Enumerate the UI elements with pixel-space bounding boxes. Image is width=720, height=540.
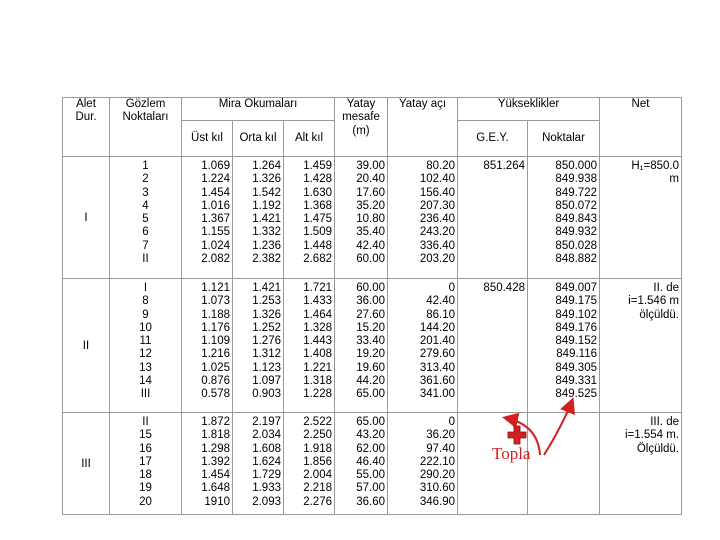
cell-value: 20.40 (356, 173, 385, 186)
cell-value: 1.624 (252, 455, 281, 468)
cell-value: 0.903 (252, 388, 281, 401)
cell-value: 55.00 (356, 469, 385, 482)
cell-value: 1.392 (201, 455, 230, 468)
cell-value: 2.382 (252, 253, 281, 266)
cell-value: 849.175 (555, 295, 597, 308)
cell-value: 2.004 (303, 469, 332, 482)
cell-value: 15 (139, 429, 152, 442)
cell-value: 7 (142, 239, 149, 252)
cell-value: 1.721 (303, 282, 332, 294)
header-alet: Alet Dur. (63, 98, 110, 157)
cell-value: 33.40 (356, 335, 385, 348)
cell-value: Ölçüldü. (636, 442, 679, 455)
cell-value: 1.608 (252, 442, 281, 455)
cell-value: 1.326 (252, 308, 281, 321)
cell-value: 1.367 (201, 213, 230, 226)
cell-value: 9 (142, 308, 149, 321)
cell-value: 17.60 (356, 186, 385, 199)
cell-value: 1.421 (252, 213, 281, 226)
cell-value: 2.522 (303, 416, 332, 428)
cell-value: 43.20 (356, 429, 385, 442)
station-label: III (63, 413, 110, 515)
cell-value: 19.20 (356, 348, 385, 361)
cell-value: 1.024 (201, 239, 230, 252)
cell-value: 1.228 (303, 388, 332, 401)
cell-value: 1.073 (201, 295, 230, 308)
mesafe-column (335, 279, 388, 413)
cell-value: 0.578 (201, 388, 230, 401)
cell-value: 850.000 (555, 160, 597, 172)
cell-value: ölçüldü. (639, 308, 679, 321)
cell-value: 849.843 (555, 213, 597, 226)
cell-value: 1.475 (303, 213, 332, 226)
cell-value: 850.072 (555, 199, 597, 212)
cell-value: 1.332 (252, 226, 281, 239)
cell-value: 310.60 (419, 482, 455, 495)
cell-value: 341.00 (419, 388, 455, 401)
station-label: II (63, 279, 110, 413)
cell-value: 849.007 (555, 282, 597, 294)
cell-value: 2.250 (303, 429, 332, 442)
cell-value: 1.025 (201, 361, 230, 374)
points-column (110, 279, 182, 413)
cell-value: 849.722 (555, 186, 597, 199)
cell-value: 2.276 (303, 495, 332, 508)
cell-value: 1.542 (252, 186, 281, 199)
ust-column (182, 279, 233, 413)
alt-column (284, 413, 335, 515)
cell-value: 2.034 (252, 429, 281, 442)
cell-value: 15.20 (356, 321, 385, 334)
gey-value: 851.264 (458, 157, 528, 279)
cell-value: 60.00 (356, 253, 385, 266)
points-column (110, 157, 182, 279)
cell-value: 80.20 (426, 160, 455, 172)
cell-value: 6 (142, 226, 149, 239)
cell-value: 42.40 (356, 239, 385, 252)
ust-column (182, 413, 233, 515)
cell-value: 36.20 (426, 429, 455, 442)
alt-column (284, 279, 335, 413)
header-alt: Alt kıl (284, 121, 335, 157)
header-orta: Orta kıl (233, 121, 284, 157)
cell-value: 65.00 (356, 388, 385, 401)
cell-value: 1.872 (201, 416, 230, 428)
cell-value: 27.60 (356, 308, 385, 321)
cell-value: m (669, 173, 679, 186)
cell-value: 35.20 (356, 199, 385, 212)
cell-value: 279.60 (419, 348, 455, 361)
cell-value: 849.152 (555, 335, 597, 348)
mesafe-column (335, 413, 388, 515)
station-group-1 (63, 157, 682, 279)
cell-value: 35.40 (356, 226, 385, 239)
gey-value: 850.428 (458, 279, 528, 413)
cell-value: 2.682 (303, 253, 332, 266)
cell-value: 1.253 (252, 295, 281, 308)
noktalar-column (528, 413, 600, 515)
cell-value: i=1.546 m (628, 295, 679, 308)
cell-value: 849.176 (555, 321, 597, 334)
cell-value: 1.236 (252, 239, 281, 252)
cell-value: 0 (448, 282, 455, 294)
cell-value: 8 (142, 295, 149, 308)
cell-value: 1.016 (201, 199, 230, 212)
cell-value: 57.00 (356, 482, 385, 495)
cell-value: 1.408 (303, 348, 332, 361)
cell-value: H₁=850.0 (631, 160, 679, 172)
noktalar-column (528, 157, 600, 279)
cell-value: 1 (142, 160, 149, 172)
cell-value: 1.933 (252, 482, 281, 495)
cell-value: 1.121 (201, 282, 230, 294)
cell-value: 1.176 (201, 321, 230, 334)
cell-value: 36.00 (356, 295, 385, 308)
cell-value: 19.60 (356, 361, 385, 374)
cell-value: 290.20 (419, 469, 455, 482)
header-yukseklikler: Yükseklikler (458, 98, 600, 121)
red-plus-icon (507, 425, 527, 445)
cell-value: 1.464 (303, 308, 332, 321)
cell-value: 1.097 (252, 375, 281, 388)
cell-value: 12 (139, 348, 152, 361)
topla-label: Topla (492, 444, 531, 463)
cell-value: 62.00 (356, 442, 385, 455)
cell-value: 1.729 (252, 469, 281, 482)
cell-value: 42.40 (426, 295, 455, 308)
cell-value: 1.648 (201, 482, 230, 495)
cell-value: 1.298 (201, 442, 230, 455)
header-gey: G.E.Y. (458, 121, 528, 157)
cell-value: 1.428 (303, 173, 332, 186)
cell-value: 201.40 (419, 335, 455, 348)
cell-value: 849.305 (555, 361, 597, 374)
station-label: I (63, 157, 110, 279)
cell-value: 849.938 (555, 173, 597, 186)
cell-value: 1.188 (201, 308, 230, 321)
cell-value: 1.433 (303, 295, 332, 308)
net-note (600, 279, 682, 413)
cell-value: 4 (142, 199, 149, 212)
cell-value: 848.882 (555, 253, 597, 266)
cell-value: 1.123 (252, 361, 281, 374)
cell-value: 1.109 (201, 335, 230, 348)
orta-column (233, 157, 284, 279)
cell-value: 850.028 (555, 239, 597, 252)
cell-value: 1.224 (201, 173, 230, 186)
cell-value: 44.20 (356, 375, 385, 388)
cell-value: 17 (139, 455, 152, 468)
cell-value: 1910 (204, 495, 230, 508)
cell-value: 1.155 (201, 226, 230, 239)
cell-value: 849.102 (555, 308, 597, 321)
cell-value: 849.525 (555, 388, 597, 401)
cell-value: 1.368 (303, 199, 332, 212)
station-group-2 (63, 279, 682, 413)
cell-value: 207.30 (419, 199, 455, 212)
cell-value: 2 (142, 173, 149, 186)
cell-value: III (140, 388, 151, 401)
cell-value: 1.276 (252, 335, 281, 348)
cell-value: 20 (139, 495, 152, 508)
header-mira: Mira Okumaları (182, 98, 335, 121)
cell-value: 1.264 (252, 160, 281, 172)
cell-value: 313.40 (419, 361, 455, 374)
cell-value: 1.192 (252, 199, 281, 212)
cell-value: 3 (142, 186, 149, 199)
cell-value: II. de (653, 282, 679, 294)
cell-value: 2.093 (252, 495, 281, 508)
survey-table (62, 97, 682, 515)
cell-value: 1.448 (303, 239, 332, 252)
cell-value: 65.00 (356, 416, 385, 428)
cell-value: 849.331 (555, 375, 597, 388)
cell-value: 97.40 (426, 442, 455, 455)
cell-value: 144.20 (419, 321, 455, 334)
cell-value: 849.116 (556, 348, 597, 361)
cell-value: 336.40 (419, 239, 455, 252)
cell-value: 60.00 (356, 282, 385, 294)
cell-value: 2.197 (252, 416, 281, 428)
cell-value: 16 (139, 442, 152, 455)
header-yatay-aci: Yatay açı (388, 98, 458, 157)
cell-value: 1.326 (252, 173, 281, 186)
net-note (600, 413, 682, 515)
net-note (600, 157, 682, 279)
cell-value: II (142, 253, 149, 266)
cell-value: 1.443 (303, 335, 332, 348)
cell-value: 1.509 (303, 226, 332, 239)
cell-value: 102.40 (419, 173, 455, 186)
cell-value: 361.60 (419, 375, 455, 388)
header-yatay-mesafe: Yatay mesafe (m) (335, 98, 388, 157)
cell-value: 5 (142, 213, 149, 226)
cell-value: 1.252 (252, 321, 281, 334)
cell-value: 1.856 (303, 455, 332, 468)
cell-value: 1.918 (303, 442, 332, 455)
header-net: Net (600, 98, 682, 157)
cell-value: 1.454 (201, 186, 230, 199)
cell-value: 849.932 (555, 226, 597, 239)
cell-value: II (142, 416, 149, 428)
cell-value: 0.876 (201, 375, 230, 388)
cell-value: 1.069 (201, 160, 230, 172)
cell-value: 0 (448, 416, 455, 428)
cell-value: 13 (139, 361, 152, 374)
cell-value: 1.312 (252, 348, 281, 361)
cell-value: 19 (139, 482, 152, 495)
cell-value: 2.082 (201, 253, 230, 266)
cell-value: 236.40 (419, 213, 455, 226)
cell-value: 11 (139, 335, 152, 348)
cell-value: 1.818 (201, 429, 230, 442)
noktalar-column (528, 279, 600, 413)
cell-value: i=1.554 m. (624, 429, 679, 442)
cell-value: III. de (650, 416, 679, 428)
aci-column (388, 157, 458, 279)
cell-value: 243.20 (419, 226, 455, 239)
cell-value: 1.216 (201, 348, 230, 361)
aci-column (388, 413, 458, 515)
cell-value: 39.00 (356, 160, 385, 172)
cell-value: 1.630 (303, 186, 332, 199)
cell-value: 1.318 (303, 375, 332, 388)
cell-value: 46.40 (356, 455, 385, 468)
cell-value: 1.454 (201, 469, 230, 482)
cell-value: 2.218 (303, 482, 332, 495)
points-column (110, 413, 182, 515)
alt-column (284, 157, 335, 279)
cell-value: 1.421 (252, 282, 281, 294)
header-ust: Üst kıl (182, 121, 233, 157)
orta-column (233, 413, 284, 515)
cell-value: 86.10 (426, 308, 455, 321)
cell-value: 1.221 (303, 361, 332, 374)
cell-value: 1.328 (303, 321, 332, 334)
header-noktalar: Noktalar (528, 121, 600, 157)
cell-value: 1.459 (303, 160, 332, 172)
cell-value: 10.80 (356, 213, 385, 226)
cell-value: 36.60 (356, 495, 385, 508)
cell-value: 346.90 (419, 495, 455, 508)
cell-value: 222.10 (419, 455, 455, 468)
ust-column (182, 157, 233, 279)
orta-column (233, 279, 284, 413)
cell-value: 156.40 (419, 186, 455, 199)
aci-column (388, 279, 458, 413)
cell-value: I (143, 282, 148, 294)
station-group-3 (63, 413, 682, 515)
cell-value: 18 (139, 469, 152, 482)
cell-value: 14 (139, 375, 152, 388)
mesafe-column (335, 157, 388, 279)
header-gozlem: Gözlem Noktaları (110, 98, 182, 157)
cell-value: 10 (139, 321, 152, 334)
cell-value: 203.20 (419, 253, 455, 266)
